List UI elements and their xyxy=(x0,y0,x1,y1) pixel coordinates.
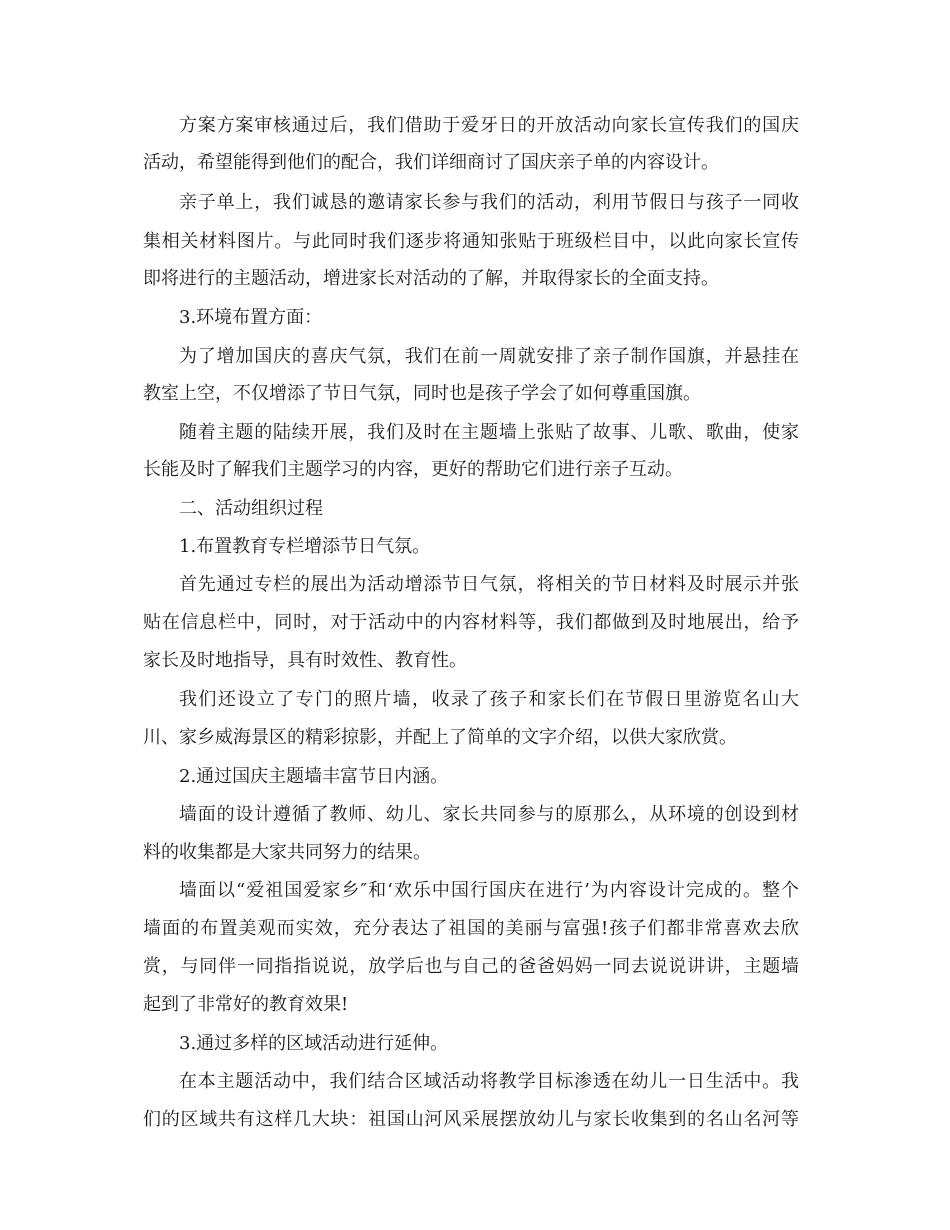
paragraph-line: 川、家乡威海景区的精彩掠影，并配上了简单的文字介绍，以供大家欣赏。 xyxy=(143,727,737,748)
paragraph-line: 墙面以“爱祖国爱家乡″和‘欢乐中国行国庆在进行’为内容设计完成的。整个 xyxy=(179,880,799,901)
paragraph-line: 起到了非常好的教育效果! xyxy=(143,994,349,1015)
section-heading: 3.通过多样的区域活动进行延伸。 xyxy=(179,1033,449,1054)
paragraph-line: 墙面的设计遵循了教师、幼儿、家长共同参与的原那么，从环境的创设到材 xyxy=(179,804,799,825)
paragraph-line: 亲子单上，我们诚恳的邀请家长参与我们的活动，利用节假日与孩子一同收 xyxy=(179,192,799,213)
section-heading: 二、活动组织过程 xyxy=(179,498,323,519)
paragraph-line: 方案方案审核通过后，我们借助于爱牙日的开放活动向家长宣传我们的国庆 xyxy=(179,115,799,136)
paragraph-line: 赏，与同伴一同指指说说，放学后也与自己的爸爸妈妈一同去说说讲讲，主题墙 xyxy=(143,956,799,977)
section-heading: 2.通过国庆主题墙丰富节日内涵。 xyxy=(179,766,449,787)
paragraph-line: 集相关材料图片。与此同时我们逐步将通知张贴于班级栏目中，以此向家长宣传 xyxy=(143,231,799,252)
paragraph-line: 首先通过专栏的展出为活动增添节日气氛，将相关的节日材料及时展示并张 xyxy=(179,574,799,595)
section-heading: 3.环境布置方面： xyxy=(179,307,323,328)
paragraph-line: 长能及时了解我们主题学习的内容，更好的帮助它们进行亲子互动。 xyxy=(143,459,683,480)
paragraph-line: 随着主题的陆续开展，我们及时在主题墙上张贴了故事、儿歌、歌曲，使家 xyxy=(179,422,799,443)
paragraph-line: 即将进行的主题活动，增进家长对活动的了解，并取得家长的全面支持。 xyxy=(143,268,719,289)
paragraph-line: 为了增加国庆的喜庆气氛，我们在前一周就安排了亲子制作国旗，并悬挂在 xyxy=(179,346,799,367)
paragraph-line: 料的收集都是大家共同努力的结果。 xyxy=(143,842,431,863)
paragraph-line: 家长及时地指导，具有时效性、教育性。 xyxy=(143,650,467,671)
paragraph-line: 教室上空，不仅增添了节日气氛，同时也是孩子学会了如何尊重国旗。 xyxy=(143,383,701,404)
paragraph-line: 我们还设立了专门的照片墙，收录了孩子和家长们在节假日里游览名山大 xyxy=(179,689,799,710)
paragraph-line: 们的区域共有这样几大块：祖国山河风采展摆放幼儿与家长收集到的名山名河等 xyxy=(143,1109,799,1130)
section-heading: 1.布置教育专栏增添节日气氛。 xyxy=(179,536,431,557)
paragraph-line: 贴在信息栏中，同时，对于活动中的内容材料等，我们都做到及时地展出，给予 xyxy=(143,612,799,633)
paragraph-line: 墙面的布置美观而实效，充分表达了祖国的美丽与富强!孩子们都非常喜欢去欣 xyxy=(143,918,799,939)
paragraph-line: 活动，希望能得到他们的配合，我们详细商讨了国庆亲子单的内容设计。 xyxy=(143,152,719,173)
paragraph-line: 在本主题活动中，我们结合区域活动将教学目标渗透在幼儿一日生活中。我 xyxy=(179,1071,799,1092)
